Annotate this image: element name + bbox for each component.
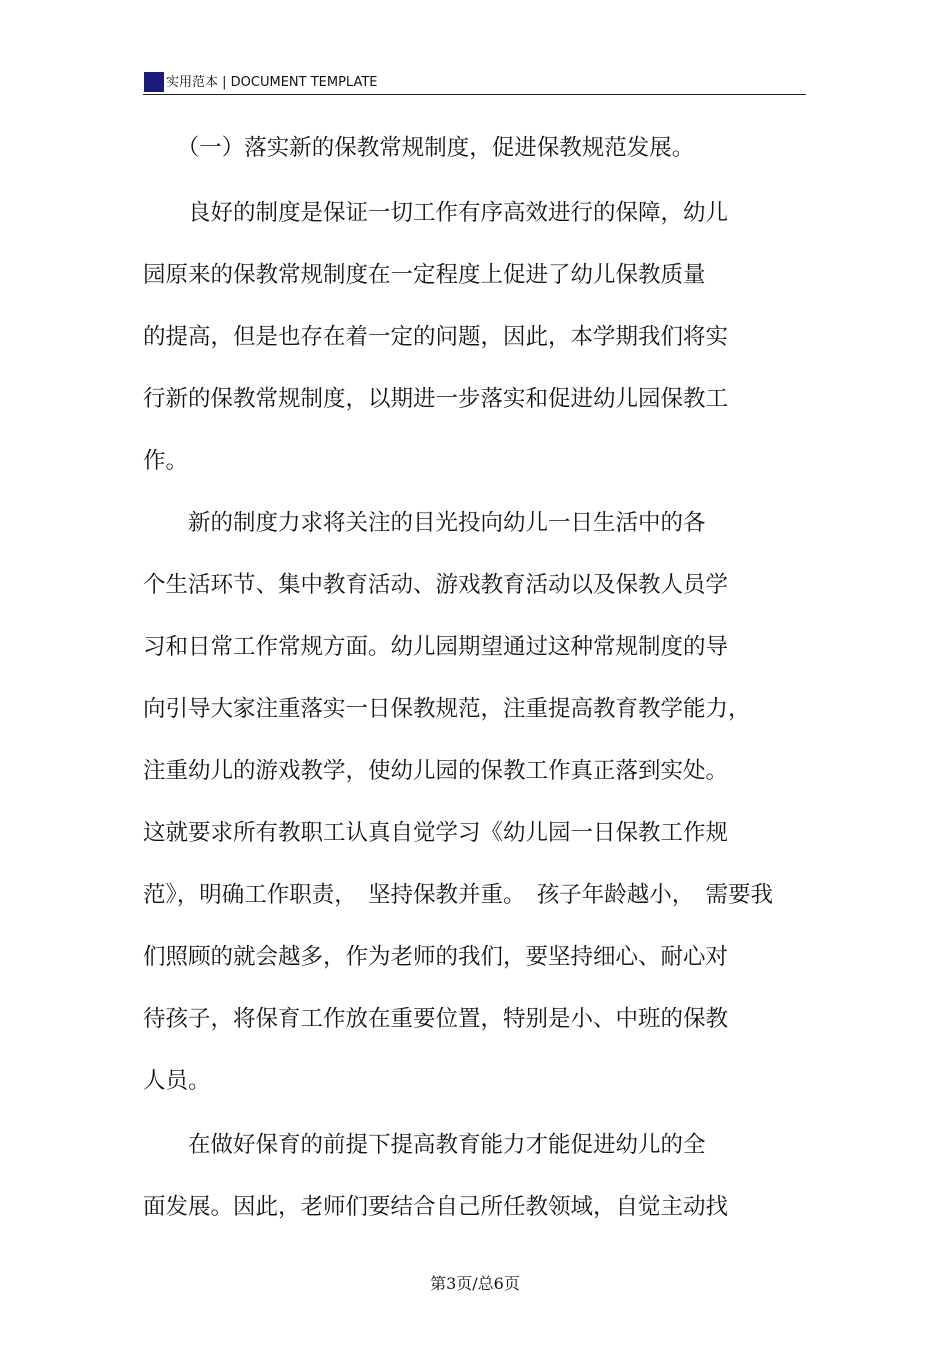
document-header [143,68,806,95]
body-text-line: 面发展。因此，老师们要结合自己所任教领域，自觉主动找 [143,1194,729,1220]
body-text-line: 在做好保育的前提下提高教育能力才能促进幼儿的全 [143,1132,706,1158]
body-text-line: 注重幼儿的游戏教学，使幼儿园的保教工作真正落到实处。 [143,758,729,784]
body-text-line: 范》，明确工作职责， 坚持保教并重。 孩子年龄越小， 需要我 [143,882,774,908]
body-text-line: 个生活环节、集中教育活动、游戏教育活动以及保教人员学 [143,572,729,598]
header-logo-square [144,72,164,92]
body-text-line: 们照顾的就会越多，作为老师的我们，要坚持细心、耐心对 [143,944,729,970]
body-text-line: 人员。 [143,1068,211,1094]
body-text-line: 良好的制度是保证一切工作有序高效进行的保障，幼儿 [143,200,729,226]
body-text-line: 向引导大家注重落实一日保教规范，注重提高教育教学能力， [143,696,751,722]
body-text-line: 待孩子，将保育工作放在重要位置，特别是小、中班的保教 [143,1006,729,1032]
body-text-line: 行新的保教常规制度，以期进一步落实和促进幼儿园保教工 [143,386,729,412]
body-text-line: 习和日常工作常规方面。幼儿园期望通过这种常规制度的导 [143,634,729,660]
header-title: 实用范本 | DOCUMENT TEMPLATE [166,75,378,90]
body-text-line: （一）落实新的保教常规制度，促进保教规范发展。 [143,135,695,161]
body-text-line: 新的制度力求将关注的目光投向幼儿一日生活中的各 [143,510,706,536]
body-text-line: 园原来的保教常规制度在一定程度上促进了幼儿保教质量 [143,262,706,288]
body-text-line: 的提高，但是也存在着一定的问题，因此，本学期我们将实 [143,324,729,350]
page-number: 第3页/总6页 [430,1274,520,1293]
body-text-line: 作。 [143,448,189,474]
body-text-line: 这就要求所有教职工认真自觉学习《幼儿园一日保教工作规 [143,820,729,846]
